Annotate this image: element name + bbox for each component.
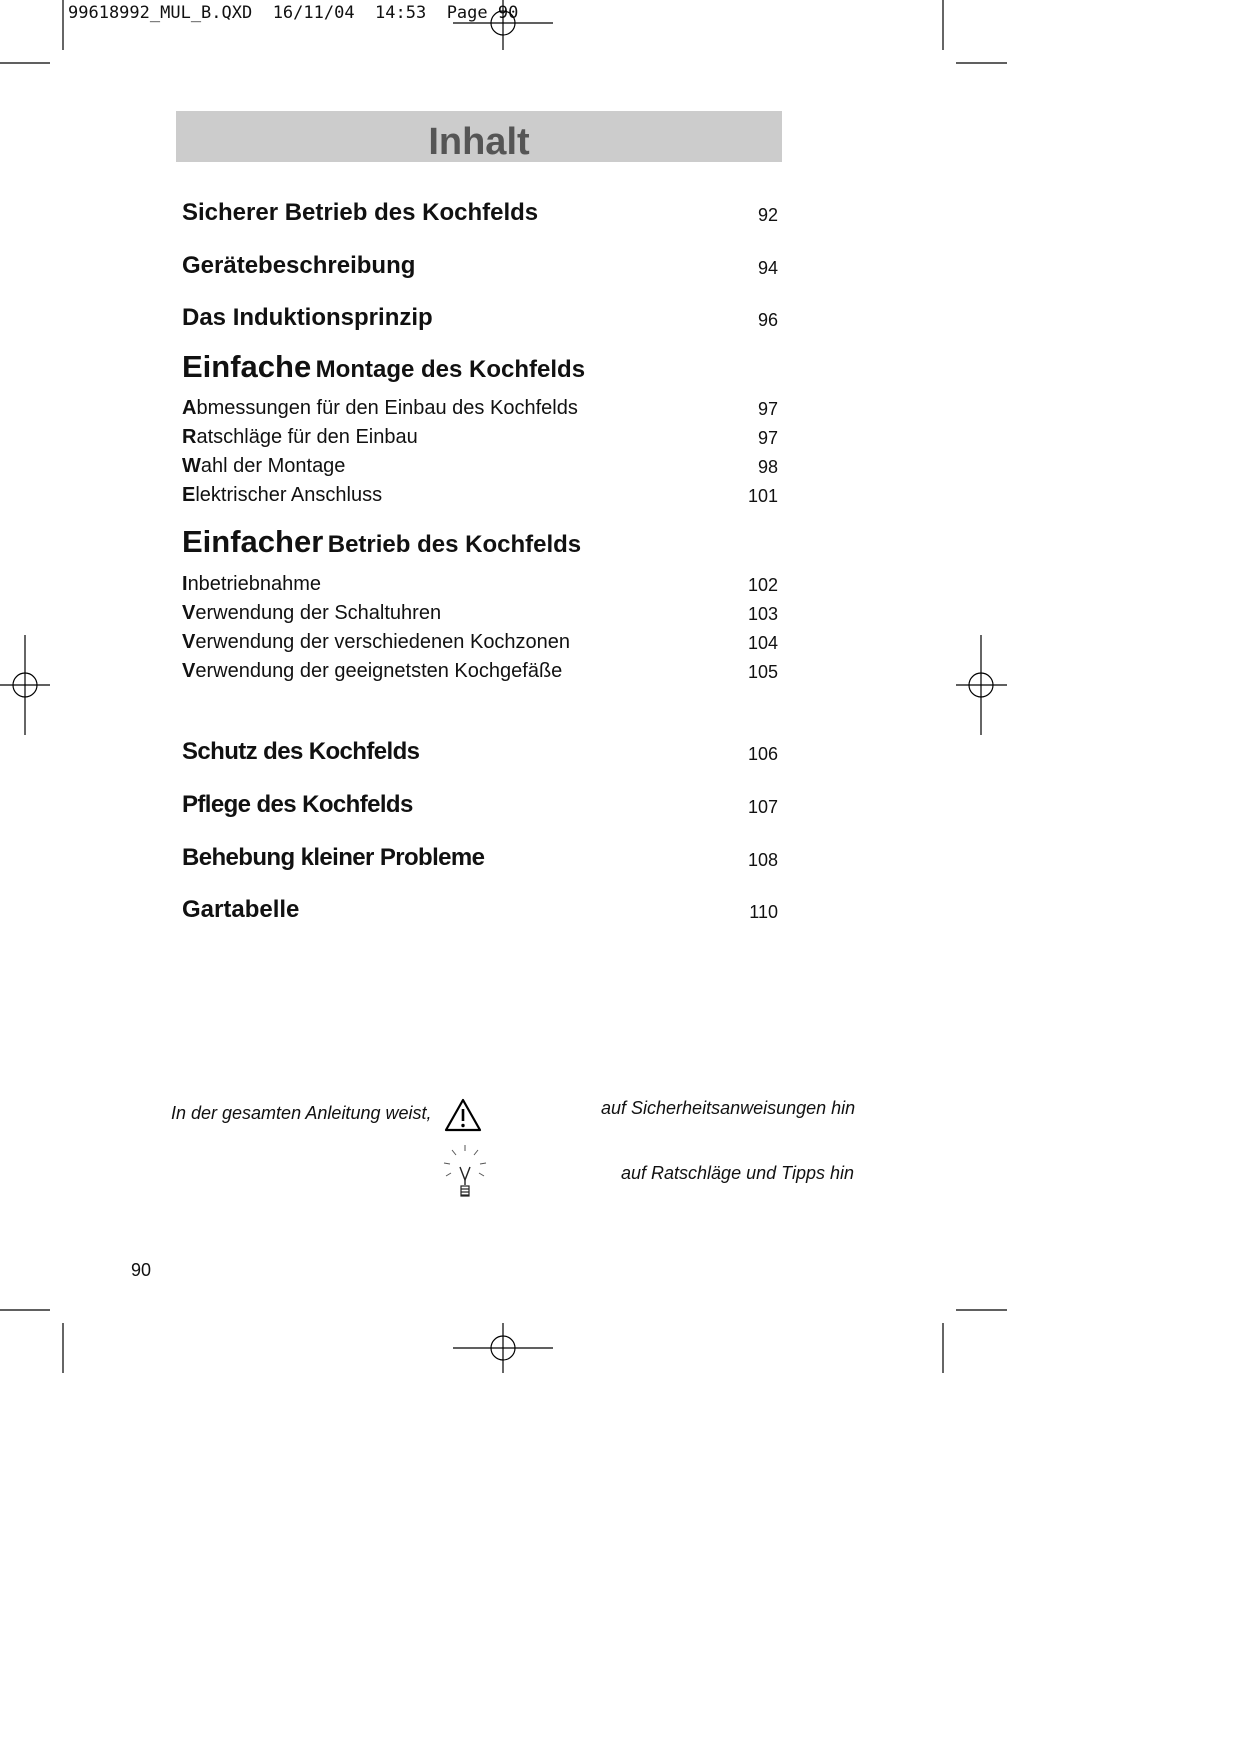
toc-entry[interactable] (182, 730, 782, 766)
subentry-label: erwendung der Schaltuhren (195, 602, 442, 624)
toc-entry-page: 108 (747, 850, 778, 870)
registration-mark-left (0, 635, 50, 735)
light-bulb-icon (440, 1143, 490, 1203)
toc-entry-label: Pflege des Kochfelds (182, 791, 413, 818)
legend-safety: auf Sicherheitsanweisungen hin (601, 1098, 856, 1118)
subentry-page: 97 (757, 399, 778, 419)
file-slug: 99618992_MUL_B.QXD 16/11/04 14:53 Page 90 (68, 3, 519, 23)
subentry-label: erwendung der geeignetsten Kochgefäße (195, 660, 563, 682)
subentry-page: 104 (747, 633, 778, 653)
section-heading-betrieb (182, 524, 581, 560)
subentry-page: 102 (747, 575, 778, 595)
toc-entry-page: 94 (757, 258, 778, 278)
subentry-initial: R (182, 426, 197, 448)
subentry-label: nbetriebnahme (187, 573, 321, 595)
subentry-label: ahl der Montage (200, 455, 346, 477)
toc-entry[interactable] (182, 244, 782, 280)
toc-entry-page: 110 (749, 902, 778, 922)
toc-entry[interactable] (182, 888, 782, 924)
toc-entry-label: Schutz des Kochfelds (182, 738, 420, 765)
toc-entry-page: 106 (747, 744, 778, 764)
toc-entry-label: Das Induktionsprinzip (182, 304, 433, 331)
toc-entry-page: 92 (757, 205, 778, 225)
subentry-label: lektrischer Anschluss (195, 484, 383, 506)
section-heading-big: Einfacher (182, 524, 324, 559)
toc-entry-label: Gartabelle (182, 896, 300, 923)
toc-subentry[interactable] (182, 471, 782, 507)
subentry-page: 103 (747, 604, 778, 624)
subentry-page: 101 (747, 486, 778, 506)
page-title: Inhalt (428, 121, 530, 163)
toc-entry-page: 107 (747, 797, 778, 817)
toc-entry[interactable] (182, 836, 782, 872)
toc-entry-label: Sicherer Betrieb des Kochfelds (182, 199, 539, 226)
section-heading-small: Betrieb des Kochfelds (327, 531, 582, 558)
registration-mark-right (956, 635, 1007, 735)
subentry-page: 98 (757, 457, 778, 477)
toc-entry[interactable] (182, 296, 782, 332)
section-heading-montage (182, 349, 585, 385)
section-heading-big: Einfache (182, 349, 312, 384)
subentry-label: erwendung der verschiedenen Kochzonen (195, 631, 571, 653)
toc-entry[interactable] (182, 191, 782, 227)
subentry-initial: A (182, 397, 197, 419)
toc-entry-label: Behebung kleiner Probleme (182, 844, 485, 871)
toc-entry[interactable] (182, 783, 782, 819)
subentry-page: 105 (747, 662, 778, 682)
toc-subentry[interactable] (182, 647, 782, 683)
subentry-initial: V (182, 631, 196, 653)
title-bar (176, 111, 782, 162)
subentry-label: bmessungen für den Einbau des Kochfelds (196, 397, 578, 419)
subentry-initial: W (182, 455, 201, 477)
warning-triangle-icon (444, 1098, 482, 1132)
section-heading-small: Montage des Kochfelds (315, 356, 586, 383)
toc-entry-page: 96 (757, 310, 778, 330)
legend-tips: auf Ratschläge und Tipps hin (621, 1163, 854, 1183)
subentry-page: 97 (757, 428, 778, 448)
subentry-initial: E (182, 484, 196, 506)
subentry-initial: I (182, 573, 188, 595)
registration-mark-bottom (453, 1323, 553, 1373)
subentry-initial: V (182, 660, 196, 682)
page-number: 90 (131, 1260, 152, 1280)
registration-mark-top (453, 0, 553, 50)
subentry-initial: V (182, 602, 196, 624)
subentry-label: atschläge für den Einbau (196, 426, 418, 448)
toc-entry-label: Gerätebeschreibung (182, 252, 416, 279)
legend-intro: In der gesamten Anleitung weist, (171, 1103, 432, 1123)
